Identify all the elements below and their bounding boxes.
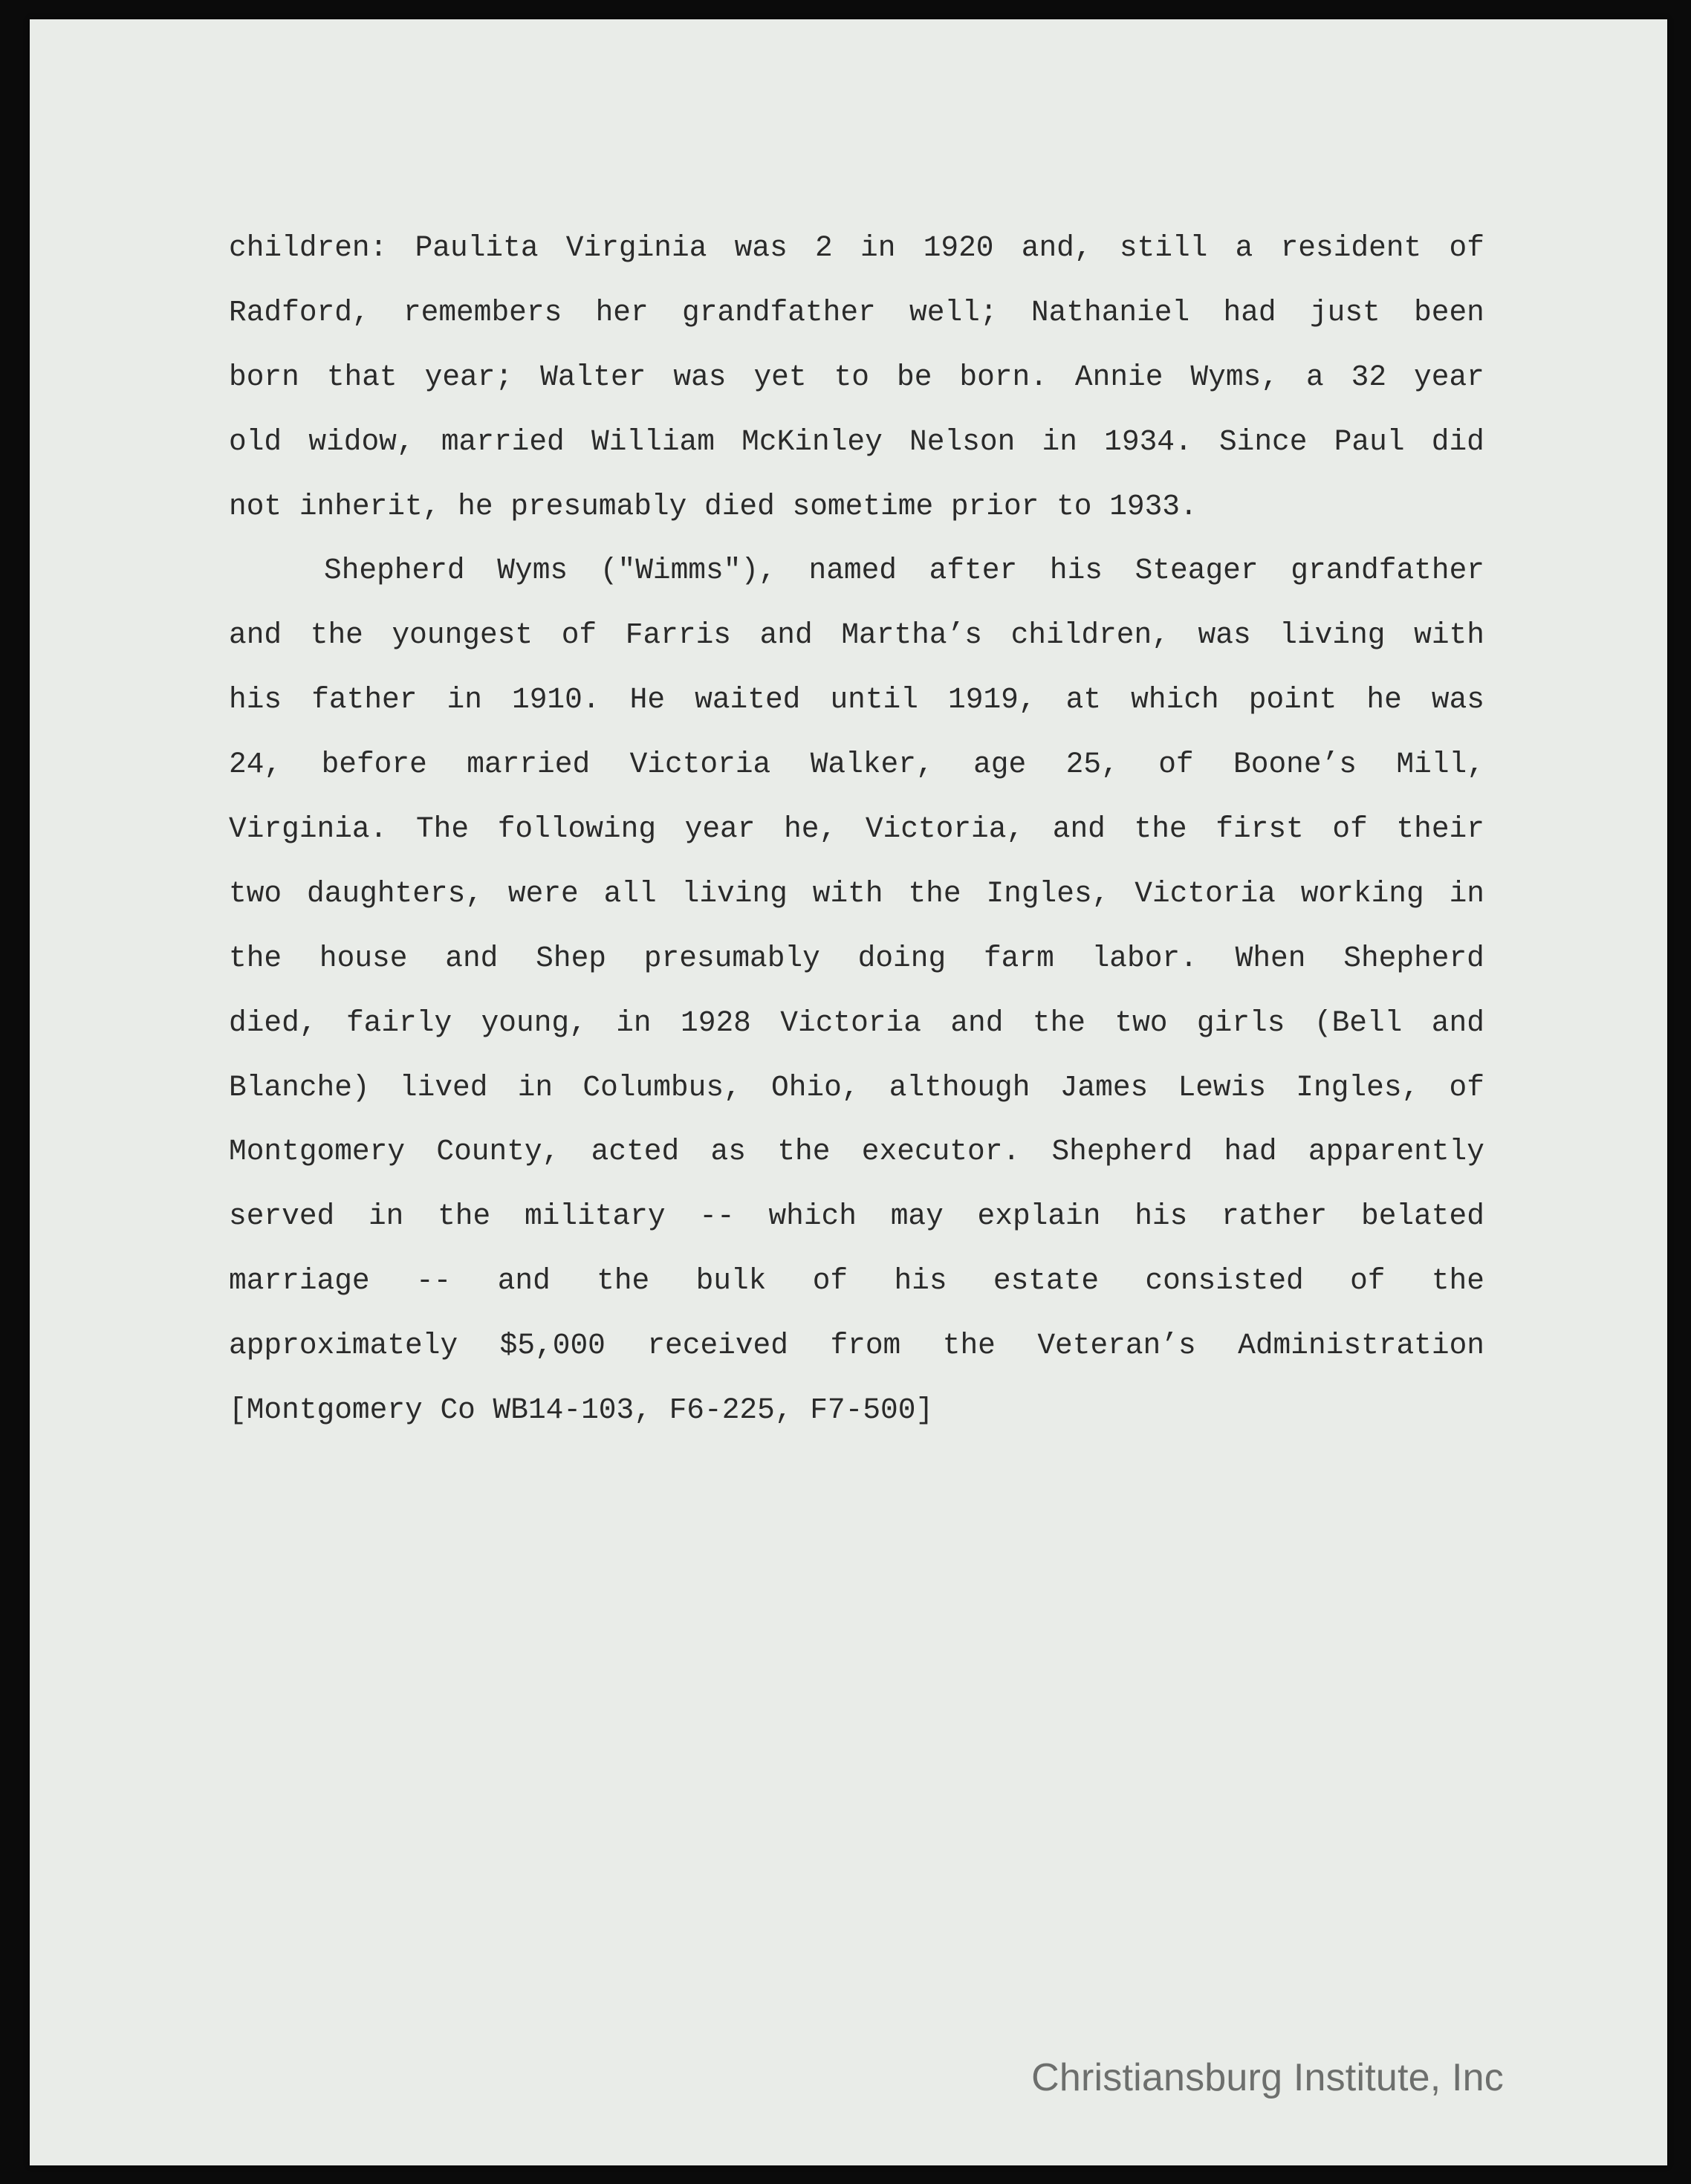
text-line: his father in 1910. He waited until 1919, at which point he was [229, 683, 1484, 717]
text-line: children: Paulita Virginia was 2 in 1920 and, still a resident of [229, 231, 1484, 265]
watermark: Christiansburg Institute, Inc [1031, 2056, 1504, 2099]
text-line: [Montgomery Co WB14-103, F6-225, F7-500] [229, 1393, 934, 1428]
text-line: Montgomery County, acted as the executor. Shepherd had apparently [229, 1135, 1484, 1169]
text-line: served in the military -- which may explain his rather belated [229, 1199, 1484, 1234]
text-line: the house and Shep presumably doing farm labor. When Shepherd [229, 941, 1484, 975]
text-line: not inherit, he presumably died sometime prior to 1933. [229, 489, 1198, 523]
text-line: 24, before married Victoria Walker, age 25, of Boone’s Mill, [229, 748, 1484, 782]
text-line: two daughters, were all living with the Ingles, Victoria working in [229, 876, 1484, 910]
body-text [229, 233, 1484, 1460]
text-line: died, fairly young, in 1928 Victoria and the two girls (Bell and [229, 1005, 1484, 1040]
text-line: approximately $5,000 received from the Veteran’s Administration [229, 1329, 1484, 1363]
text-line: Radford, remembers her grandfather well; Nathaniel had just been [229, 295, 1484, 329]
text-line: Blanche) lived in Columbus, Ohio, although James Lewis Ingles, of [229, 1070, 1484, 1104]
text-line: born that year; Walter was yet to be born. Annie Wyms, a 32 year [229, 360, 1484, 394]
text-line: marriage -- and the bulk of his estate consisted of the [229, 1264, 1484, 1298]
document-page [30, 19, 1667, 2165]
text-line: Virginia. The following year he, Victoria, and the first of their [229, 812, 1484, 846]
text-line: old widow, married William McKinley Nelson in 1934. Since Paul did [229, 424, 1484, 458]
text-line: Shepherd Wyms ("Wimms"), named after his Steager grandfather [324, 554, 1484, 588]
text-line: and the youngest of Farris and Martha’s children, was living with [229, 618, 1484, 652]
